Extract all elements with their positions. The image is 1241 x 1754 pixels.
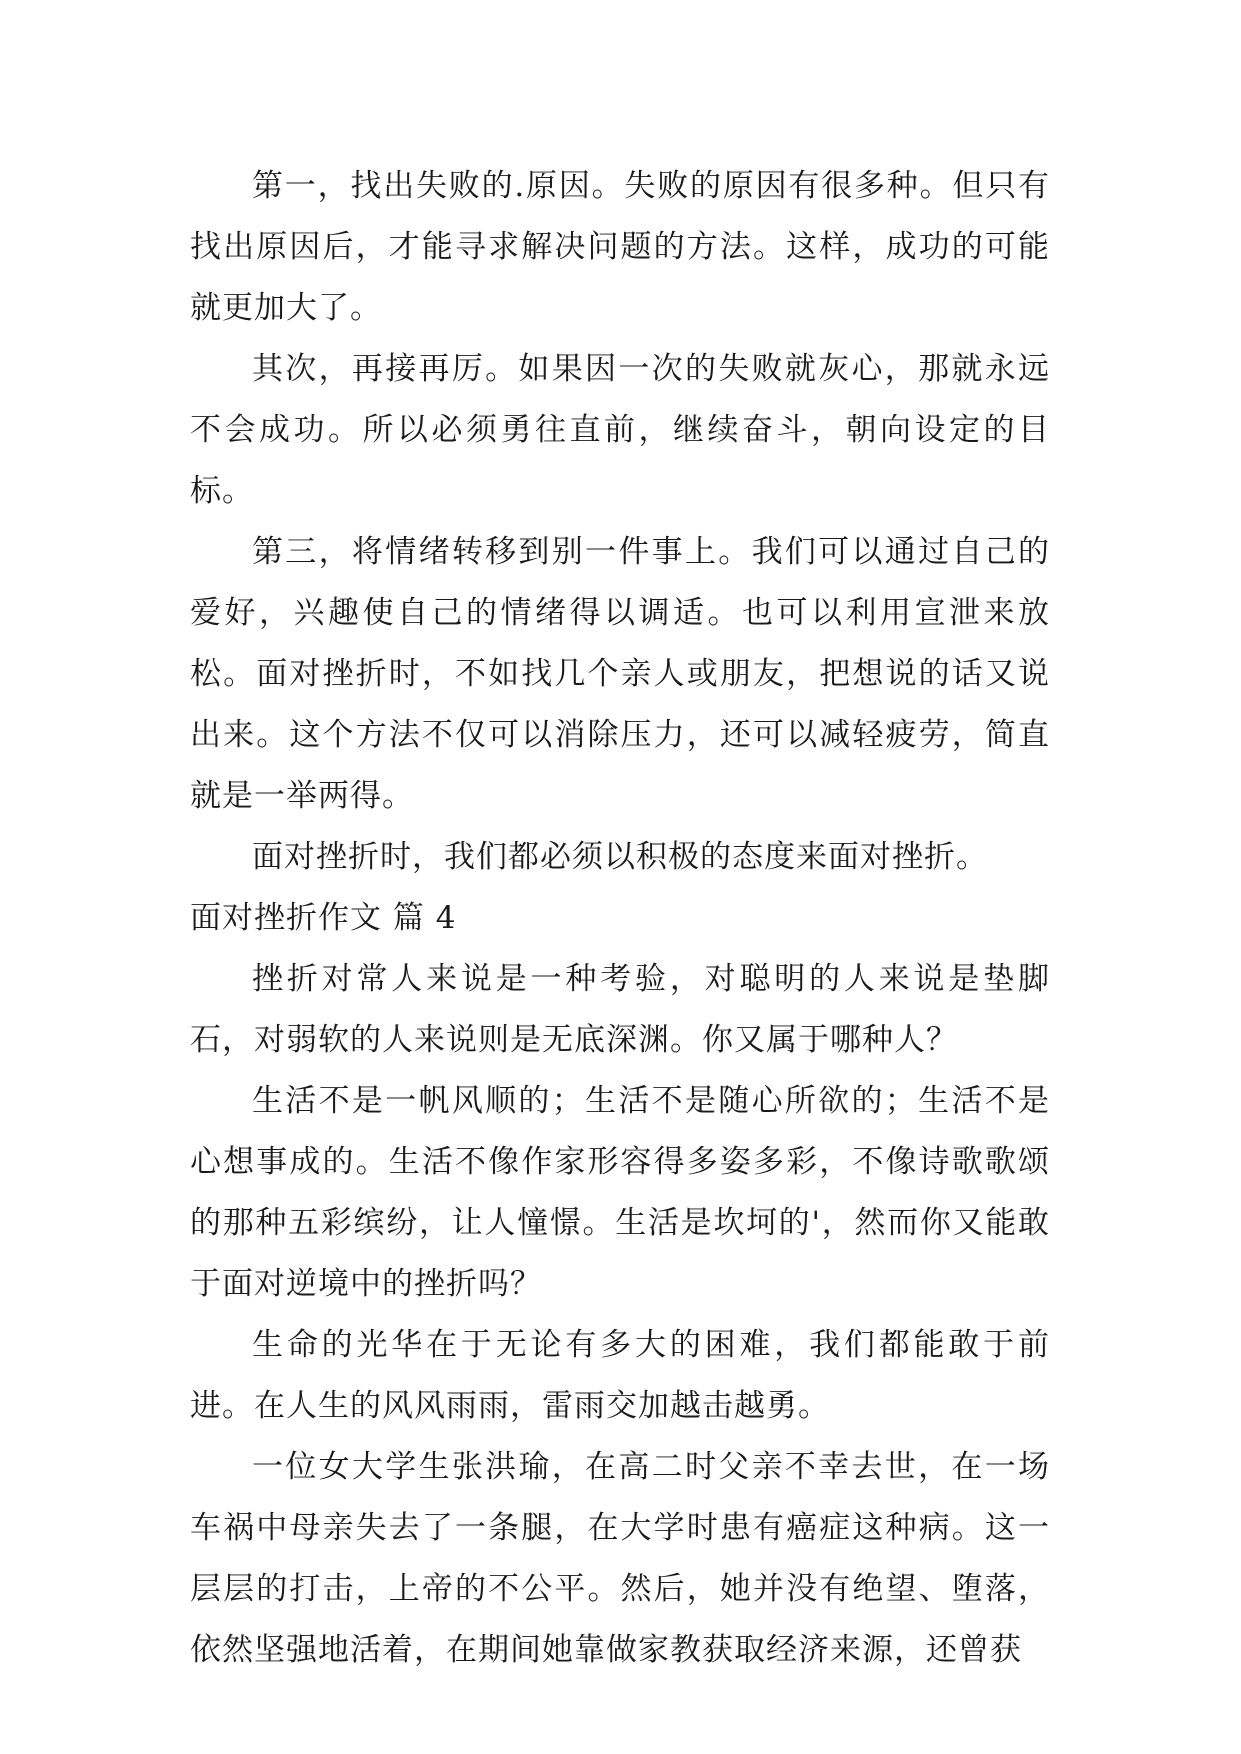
document-body: [190, 156, 1050, 1681]
paragraph-second-point: 其次，再接再厉。如果因一次的失败就灰心，那就永远不会成功。所以必须勇往直前，继续奋斗，朝向设定的目标。: [190, 351, 1050, 509]
paragraph-glory: 生命的光华在于无论有多大的困难，我们都能敢于前进。在人生的风风雨雨，雷雨交加越击越勇。: [190, 1327, 1050, 1424]
paragraph-story: 一位女大学生张洪瑜，在高二时父亲不幸去世，在一场车祸中母亲失去了一条腿，在大学时患有癌症这种病。这一层层的打击，上帝的不公平。然后，她并没有绝望、堕落，依然坚强地活着，在期间她靠做家教获取经济来源，还曾获: [190, 1449, 1050, 1668]
paragraph-conclusion: 面对挫折时，我们都必须以积极的态度来面对挫折。: [252, 839, 988, 875]
paragraph-life: 生活不是一帆风顺的；生活不是随心所欲的；生活不是心想事成的。生活不像作家形容得多姿多彩，不像诗歌歌颂的那种五彩缤纷，让人憧憬。生活是坎坷的'，然而你又能敢于面对逆境中的挫折吗？: [190, 1083, 1050, 1302]
paragraph-intro: 挫折对常人来说是一种考验，对聪明的人来说是垫脚石，对弱软的人来说则是无底深渊。你又属于哪种人？: [190, 961, 1050, 1058]
paragraph-third-point: 第三，将情绪转移到别一件事上。我们可以通过自己的爱好，兴趣使自己的情绪得以调适。也可以利用宣泄来放松。面对挫折时，不如找几个亲人或朋友，把想说的话又说出来。这个方法不仅可以消除压力，还可以减轻疲劳，简直就是一举两得。: [190, 534, 1050, 814]
section-heading: 面对挫折作文 篇 4: [190, 900, 457, 936]
paragraph-first-point: 第一，找出失败的.原因。失败的原因有很多种。但只有找出原因后，才能寻求解决问题的方法。这样，成功的可能就更加大了。: [190, 168, 1050, 326]
